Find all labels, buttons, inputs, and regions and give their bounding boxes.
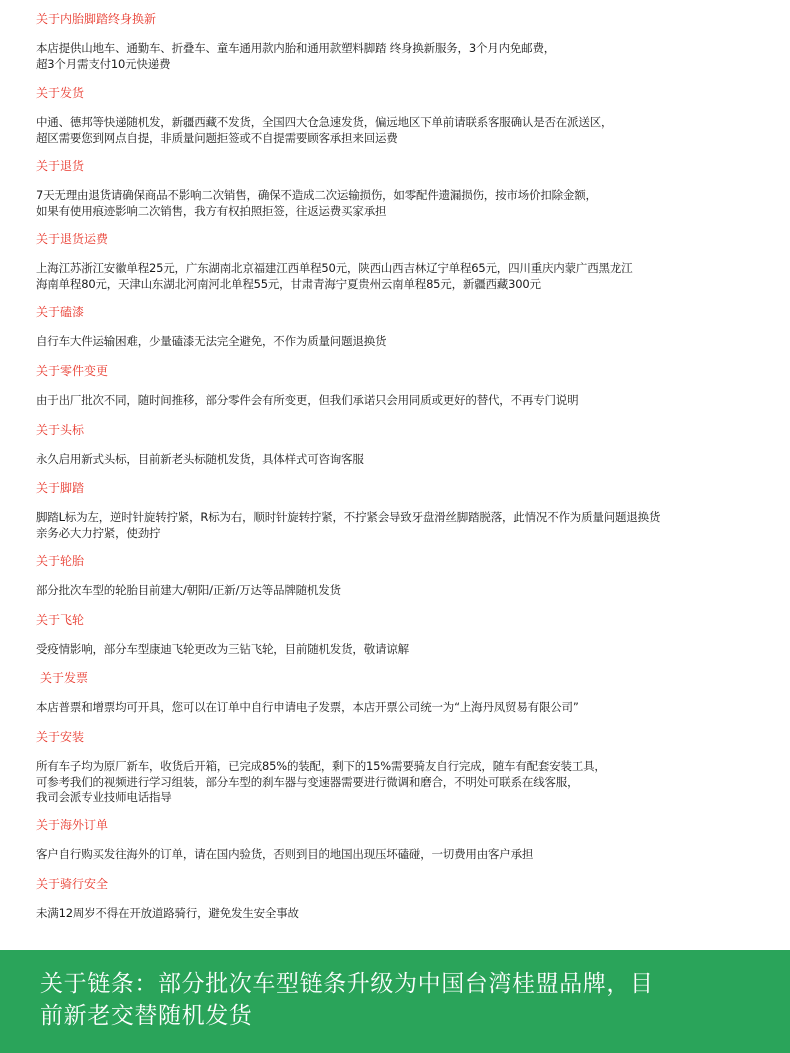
body-line: 海南单程80元，天津山东湖北河南河北单程55元，甘肃青海宁夏贵州云南单程85元，新疆西藏300元: [36, 276, 541, 291]
body-line: 自行车大件运输困难，少量磕漆无法完全避免，不作为质量问题退换货: [36, 334, 387, 348]
section-overseas: [36, 817, 776, 861]
section-body: [36, 700, 776, 716]
section-title: 关于脚踏: [36, 481, 85, 495]
section-body: [36, 115, 776, 146]
body-line: 本店普票和增票均可开具，您可以在订单中自行申请电子发票，本店开票公司统一为“上海丹凤贸易有限公司”: [36, 700, 579, 714]
section-body: [36, 510, 776, 541]
section-body: [36, 41, 776, 72]
section-title: 关于发货: [36, 86, 85, 100]
section-title: 关于退货: [36, 159, 85, 173]
body-line: 上海江苏浙江安徽单程25元，广东湖南北京福建江西单程50元，陕西山西吉林辽宁单程65元，四川重庆内蒙广西黑龙江: [36, 261, 633, 275]
section-title: 关于发票: [40, 671, 89, 685]
section-parts-change: [36, 363, 776, 407]
section-title: 关于头标: [36, 423, 85, 437]
section-installation: [36, 729, 776, 804]
body-line: 如果有使用痕迹影响二次销售，我方有权拍照拒签，往返运费买家承担: [36, 203, 387, 218]
section-shipping: [36, 85, 776, 145]
body-line: 由于出厂批次不同，随时间推移，部分零件会有所变更，但我们承诺只会用同质或更好的替代，不再专门说明: [36, 393, 579, 407]
body-line: 7天无理由退货请确保商品不影响二次销售，确保不造成二次运输损伤，如零配件遗漏损伤，按市场价扣除金额，: [36, 188, 597, 202]
section-title: 关于骑行安全: [36, 877, 109, 891]
body-line: 客户自行购买发往海外的订单，请在国内验货，否则到目的地国出现压坏磕碰，一切费用由客户承担: [36, 847, 534, 861]
body-line: 部分批次车型的轮胎目前建大/朝阳/正新/万达等品牌随机发货: [36, 583, 341, 597]
body-line: 亲务必大力拧紧，使劲拧: [36, 525, 161, 540]
body-line: 受疫情影响，部分车型康迪飞轮更改为三钻飞轮，目前随机发货，敬请谅解: [36, 642, 409, 656]
body-line: 脚踏L标为左，逆时针旋转拧紧，R标为右，顺时针旋转拧紧，不拧紧会导致牙盘滑丝脚踏脱落，此情况不作为质量问题退换货: [36, 510, 661, 524]
section-title: 关于海外订单: [36, 818, 109, 832]
body-line: 所有车子均为原厂新车，收货后开箱，已完成85%的装配，剩下的15%需要骑友自行完成，随车有配套安装工具，: [36, 759, 606, 773]
section-inner-tube: [36, 11, 776, 71]
section-body: [36, 847, 776, 863]
section-title: 关于磕漆: [36, 305, 85, 319]
body-line: 永久启用新式头标，目前新老头标随机发货，具体样式可咨询客服: [36, 452, 364, 466]
section-invoice: [36, 670, 776, 714]
section-freewheel: [36, 612, 776, 656]
body-line: 超区需要您到网点自提，非质量问题拒签或不自提需要顾客承担来回运费: [36, 130, 398, 145]
section-body: [36, 906, 776, 922]
banner-line: 前新老交替随机发货: [40, 1003, 253, 1029]
banner-line: 关于链条：部分批次车型链条升级为中国台湾桂盟品牌，目: [40, 971, 654, 997]
section-body: [36, 334, 776, 350]
section-title: 关于飞轮: [36, 613, 85, 627]
body-line: 中通、德邦等快递随机发，新疆西藏不发货，全国四大仓急速发货，偏远地区下单前请联系客服确认是否在派送区，: [36, 115, 613, 129]
section-body: [36, 393, 776, 409]
section-pedals: [36, 480, 776, 540]
section-title: 关于退货运费: [36, 232, 109, 246]
section-body: [36, 583, 776, 599]
section-return-shipping: [36, 231, 776, 291]
section-tires: [36, 553, 776, 597]
section-title: 关于内胎脚踏终身换新: [36, 12, 157, 26]
section-head-badge: [36, 422, 776, 466]
section-body: [36, 759, 776, 806]
section-title: 关于零件变更: [36, 364, 109, 378]
section-riding-safety: [36, 876, 776, 920]
section-title: 关于安装: [36, 730, 85, 744]
body-line: 我司会派专业技师电话指导: [36, 790, 172, 804]
section-body: [36, 452, 776, 468]
section-body: [36, 188, 776, 219]
section-title: 关于轮胎: [36, 554, 85, 568]
body-line: 可参考我们的视频进行学习组装，部分车型的刹车器与变速器需要进行微调和磨合，不明处可联系在线客服，: [36, 774, 579, 789]
body-line: 超3个月需支付10元快递费: [36, 56, 171, 71]
section-paint-chips: [36, 304, 776, 348]
section-body: [36, 642, 776, 658]
section-body: [36, 261, 776, 292]
body-line: 未满12周岁不得在开放道路骑行，避免发生安全事故: [36, 906, 299, 920]
body-line: 本店提供山地车、通勤车、折叠车、童车通用款内胎和通用款塑料脚踏 终身换新服务，3个月内免邮费，: [36, 41, 556, 55]
chain-notice-banner: [0, 950, 790, 1053]
section-returns: [36, 158, 776, 218]
